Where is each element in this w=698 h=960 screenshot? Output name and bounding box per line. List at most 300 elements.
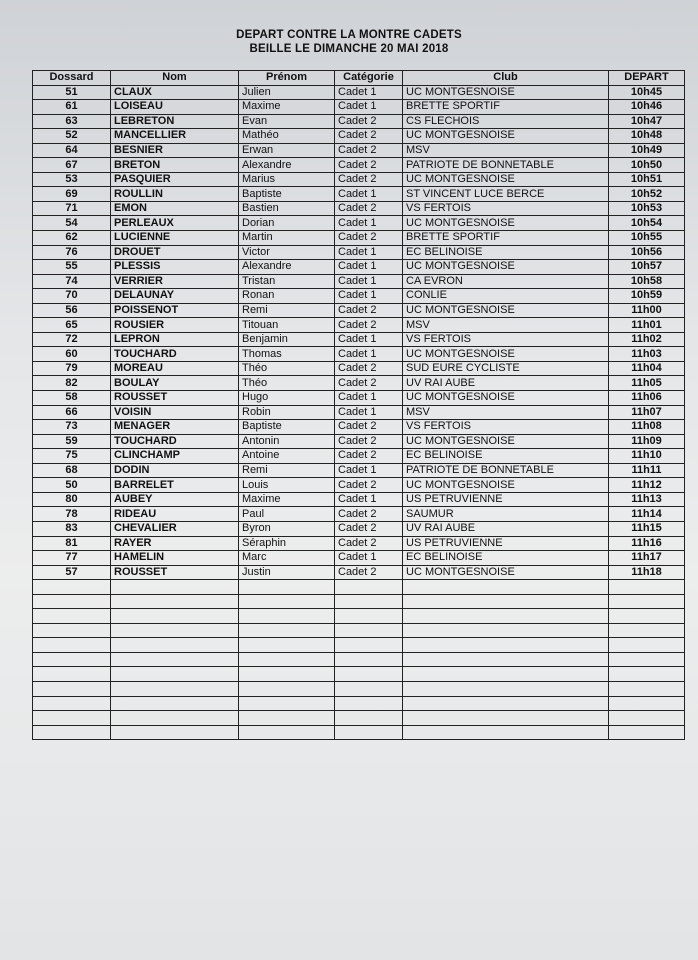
document-subtitle: BEILLE LE DIMANCHE 20 MAI 2018 xyxy=(249,43,449,55)
table-row xyxy=(33,420,685,435)
table-row xyxy=(33,274,685,289)
cell-dossard: 50 xyxy=(33,478,111,493)
cell-club: UC MONTGESNOISE xyxy=(403,347,609,362)
start-list-table xyxy=(32,70,685,740)
empty-cell xyxy=(33,580,111,595)
cell-prenom: Robin xyxy=(239,405,335,420)
cell-nom: CHEVALIER xyxy=(111,521,239,536)
cell-prenom: Marc xyxy=(239,551,335,566)
table-row xyxy=(33,245,685,260)
cell-prenom: Maxime xyxy=(239,492,335,507)
table-row xyxy=(33,391,685,406)
cell-depart: 10h56 xyxy=(609,245,685,260)
empty-cell xyxy=(609,638,685,653)
cell-categorie: Cadet 2 xyxy=(335,420,403,435)
cell-categorie: Cadet 2 xyxy=(335,231,403,246)
cell-depart: 10h58 xyxy=(609,274,685,289)
empty-table-row xyxy=(33,638,685,653)
cell-club: CONLIE xyxy=(403,289,609,304)
empty-table-row xyxy=(33,696,685,711)
empty-cell xyxy=(33,667,111,682)
cell-prenom: Bastien xyxy=(239,201,335,216)
cell-depart: 10h47 xyxy=(609,114,685,129)
cell-depart: 10h54 xyxy=(609,216,685,231)
cell-club: SAUMUR xyxy=(403,507,609,522)
cell-nom: ROULLIN xyxy=(111,187,239,202)
empty-table-row xyxy=(33,725,685,740)
cell-depart: 10h52 xyxy=(609,187,685,202)
cell-prenom: Théo xyxy=(239,361,335,376)
cell-club: UC MONTGESNOISE xyxy=(403,85,609,100)
cell-prenom: Remi xyxy=(239,463,335,478)
empty-cell xyxy=(239,725,335,740)
cell-dossard: 54 xyxy=(33,216,111,231)
cell-nom: PERLEAUX xyxy=(111,216,239,231)
cell-prenom: Antoine xyxy=(239,449,335,464)
cell-categorie: Cadet 1 xyxy=(335,405,403,420)
cell-depart: 11h08 xyxy=(609,420,685,435)
cell-club: EC BELINOISE xyxy=(403,245,609,260)
cell-dossard: 71 xyxy=(33,201,111,216)
cell-categorie: Cadet 1 xyxy=(335,216,403,231)
cell-categorie: Cadet 2 xyxy=(335,114,403,129)
cell-prenom: Baptiste xyxy=(239,420,335,435)
cell-categorie: Cadet 1 xyxy=(335,332,403,347)
cell-club: MSV xyxy=(403,405,609,420)
cell-prenom: Titouan xyxy=(239,318,335,333)
empty-cell xyxy=(609,623,685,638)
table-header-row xyxy=(33,71,685,86)
cell-dossard: 72 xyxy=(33,332,111,347)
cell-club: UC MONTGESNOISE xyxy=(403,478,609,493)
empty-cell xyxy=(609,652,685,667)
cell-club: VS FERTOIS xyxy=(403,332,609,347)
table-row xyxy=(33,318,685,333)
cell-categorie: Cadet 2 xyxy=(335,361,403,376)
cell-prenom: Hugo xyxy=(239,391,335,406)
cell-prenom: Thomas xyxy=(239,347,335,362)
cell-prenom: Marius xyxy=(239,172,335,187)
table-row xyxy=(33,507,685,522)
cell-dossard: 61 xyxy=(33,100,111,115)
cell-prenom: Antonin xyxy=(239,434,335,449)
cell-nom: VOISIN xyxy=(111,405,239,420)
cell-club: CS FLECHOIS xyxy=(403,114,609,129)
empty-cell xyxy=(111,623,239,638)
empty-cell xyxy=(111,580,239,595)
empty-cell xyxy=(239,652,335,667)
empty-cell xyxy=(33,623,111,638)
empty-cell xyxy=(239,594,335,609)
cell-prenom: Mathéo xyxy=(239,129,335,144)
empty-cell xyxy=(609,681,685,696)
empty-cell xyxy=(609,711,685,726)
cell-depart: 10h46 xyxy=(609,100,685,115)
empty-cell xyxy=(335,667,403,682)
cell-depart: 11h05 xyxy=(609,376,685,391)
cell-dossard: 66 xyxy=(33,405,111,420)
table-row xyxy=(33,376,685,391)
cell-club: MSV xyxy=(403,143,609,158)
empty-cell xyxy=(111,681,239,696)
col-header-depart: DEPART xyxy=(609,71,685,86)
cell-prenom: Alexandre xyxy=(239,260,335,275)
cell-prenom: Martin xyxy=(239,231,335,246)
col-header-prenom: Prénom xyxy=(239,71,335,86)
cell-prenom: Théo xyxy=(239,376,335,391)
empty-cell xyxy=(33,609,111,624)
document-title: DEPART CONTRE LA MONTRE CADETS xyxy=(236,29,462,41)
empty-cell xyxy=(335,652,403,667)
cell-categorie: Cadet 1 xyxy=(335,85,403,100)
cell-club: PATRIOTE DE BONNETABLE xyxy=(403,158,609,173)
table-row xyxy=(33,463,685,478)
empty-cell xyxy=(111,638,239,653)
empty-cell xyxy=(609,609,685,624)
cell-dossard: 83 xyxy=(33,521,111,536)
table-row xyxy=(33,172,685,187)
table-row xyxy=(33,347,685,362)
cell-dossard: 82 xyxy=(33,376,111,391)
cell-depart: 11h11 xyxy=(609,463,685,478)
empty-cell xyxy=(609,594,685,609)
cell-club: US PETRUVIENNE xyxy=(403,536,609,551)
cell-dossard: 75 xyxy=(33,449,111,464)
table-row xyxy=(33,405,685,420)
table-row xyxy=(33,143,685,158)
cell-depart: 11h16 xyxy=(609,536,685,551)
cell-dossard: 64 xyxy=(33,143,111,158)
table-row xyxy=(33,332,685,347)
cell-categorie: Cadet 2 xyxy=(335,478,403,493)
cell-nom: TOUCHARD xyxy=(111,434,239,449)
cell-categorie: Cadet 1 xyxy=(335,463,403,478)
table-row xyxy=(33,361,685,376)
cell-dossard: 55 xyxy=(33,260,111,275)
empty-cell xyxy=(239,638,335,653)
empty-cell xyxy=(111,652,239,667)
cell-club: UC MONTGESNOISE xyxy=(403,434,609,449)
cell-club: UC MONTGESNOISE xyxy=(403,216,609,231)
empty-cell xyxy=(33,652,111,667)
table-row xyxy=(33,187,685,202)
empty-cell xyxy=(111,609,239,624)
cell-nom: BARRELET xyxy=(111,478,239,493)
cell-dossard: 67 xyxy=(33,158,111,173)
cell-nom: VERRIER xyxy=(111,274,239,289)
cell-club: ST VINCENT LUCE BERCE xyxy=(403,187,609,202)
cell-nom: MOREAU xyxy=(111,361,239,376)
cell-depart: 11h18 xyxy=(609,565,685,580)
cell-nom: PLESSIS xyxy=(111,260,239,275)
cell-prenom: Dorian xyxy=(239,216,335,231)
cell-club: UV RAI AUBE xyxy=(403,521,609,536)
cell-nom: DROUET xyxy=(111,245,239,260)
empty-cell xyxy=(111,711,239,726)
cell-dossard: 69 xyxy=(33,187,111,202)
empty-cell xyxy=(111,667,239,682)
table-row xyxy=(33,492,685,507)
cell-prenom: Remi xyxy=(239,303,335,318)
empty-cell xyxy=(335,580,403,595)
empty-cell xyxy=(403,725,609,740)
cell-prenom: Maxime xyxy=(239,100,335,115)
cell-categorie: Cadet 1 xyxy=(335,260,403,275)
cell-categorie: Cadet 2 xyxy=(335,434,403,449)
table-row xyxy=(33,536,685,551)
cell-depart: 11h13 xyxy=(609,492,685,507)
empty-cell xyxy=(403,609,609,624)
empty-cell xyxy=(239,609,335,624)
empty-cell xyxy=(239,667,335,682)
empty-cell xyxy=(33,696,111,711)
cell-categorie: Cadet 2 xyxy=(335,507,403,522)
empty-cell xyxy=(111,725,239,740)
cell-categorie: Cadet 2 xyxy=(335,201,403,216)
cell-nom: MANCELLIER xyxy=(111,129,239,144)
empty-cell xyxy=(609,580,685,595)
table-row xyxy=(33,551,685,566)
cell-categorie: Cadet 2 xyxy=(335,158,403,173)
table-row xyxy=(33,129,685,144)
cell-dossard: 56 xyxy=(33,303,111,318)
empty-cell xyxy=(403,623,609,638)
empty-cell xyxy=(335,711,403,726)
cell-nom: BRETON xyxy=(111,158,239,173)
cell-nom: MENAGER xyxy=(111,420,239,435)
cell-categorie: Cadet 2 xyxy=(335,318,403,333)
empty-cell xyxy=(609,667,685,682)
empty-cell xyxy=(239,580,335,595)
empty-cell xyxy=(335,623,403,638)
cell-dossard: 79 xyxy=(33,361,111,376)
empty-cell xyxy=(335,609,403,624)
cell-nom: LUCIENNE xyxy=(111,231,239,246)
cell-club: UC MONTGESNOISE xyxy=(403,565,609,580)
cell-categorie: Cadet 1 xyxy=(335,391,403,406)
cell-prenom: Alexandre xyxy=(239,158,335,173)
cell-categorie: Cadet 1 xyxy=(335,187,403,202)
cell-dossard: 77 xyxy=(33,551,111,566)
cell-club: BRETTE SPORTIF xyxy=(403,231,609,246)
cell-club: MSV xyxy=(403,318,609,333)
cell-dossard: 73 xyxy=(33,420,111,435)
empty-cell xyxy=(33,594,111,609)
cell-nom: CLINCHAMP xyxy=(111,449,239,464)
cell-nom: DELAUNAY xyxy=(111,289,239,304)
empty-cell xyxy=(335,725,403,740)
cell-depart: 10h57 xyxy=(609,260,685,275)
cell-depart: 11h01 xyxy=(609,318,685,333)
cell-categorie: Cadet 1 xyxy=(335,347,403,362)
cell-prenom: Benjamin xyxy=(239,332,335,347)
cell-prenom: Julien xyxy=(239,85,335,100)
cell-dossard: 60 xyxy=(33,347,111,362)
empty-cell xyxy=(403,667,609,682)
cell-nom: RAYER xyxy=(111,536,239,551)
cell-depart: 10h49 xyxy=(609,143,685,158)
cell-dossard: 51 xyxy=(33,85,111,100)
table-row xyxy=(33,449,685,464)
cell-depart: 11h02 xyxy=(609,332,685,347)
cell-categorie: Cadet 1 xyxy=(335,100,403,115)
cell-depart: 10h51 xyxy=(609,172,685,187)
cell-dossard: 65 xyxy=(33,318,111,333)
empty-cell xyxy=(403,652,609,667)
cell-categorie: Cadet 1 xyxy=(335,245,403,260)
empty-table-row xyxy=(33,667,685,682)
cell-club: EC BELINOISE xyxy=(403,551,609,566)
empty-cell xyxy=(111,696,239,711)
cell-dossard: 59 xyxy=(33,434,111,449)
table-row xyxy=(33,158,685,173)
cell-dossard: 58 xyxy=(33,391,111,406)
empty-table-row xyxy=(33,711,685,726)
cell-nom: LEPRON xyxy=(111,332,239,347)
cell-prenom: Paul xyxy=(239,507,335,522)
empty-cell xyxy=(33,638,111,653)
empty-cell xyxy=(33,711,111,726)
cell-club: UC MONTGESNOISE xyxy=(403,303,609,318)
cell-dossard: 53 xyxy=(33,172,111,187)
cell-prenom: Tristan xyxy=(239,274,335,289)
cell-depart: 11h17 xyxy=(609,551,685,566)
cell-depart: 10h53 xyxy=(609,201,685,216)
cell-nom: BOULAY xyxy=(111,376,239,391)
empty-table-row xyxy=(33,580,685,595)
empty-table-row xyxy=(33,609,685,624)
table-row xyxy=(33,303,685,318)
cell-club: VS FERTOIS xyxy=(403,201,609,216)
table-row xyxy=(33,260,685,275)
empty-cell xyxy=(335,681,403,696)
cell-club: SUD EURE CYCLISTE xyxy=(403,361,609,376)
cell-dossard: 76 xyxy=(33,245,111,260)
empty-cell xyxy=(403,711,609,726)
cell-prenom: Séraphin xyxy=(239,536,335,551)
table-row xyxy=(33,231,685,246)
empty-cell xyxy=(609,696,685,711)
cell-club: US PETRUVIENNE xyxy=(403,492,609,507)
cell-club: EC BELINOISE xyxy=(403,449,609,464)
cell-nom: ROUSIER xyxy=(111,318,239,333)
empty-cell xyxy=(403,681,609,696)
cell-categorie: Cadet 2 xyxy=(335,449,403,464)
empty-cell xyxy=(335,696,403,711)
cell-nom: PASQUIER xyxy=(111,172,239,187)
cell-categorie: Cadet 1 xyxy=(335,274,403,289)
empty-cell xyxy=(33,725,111,740)
cell-categorie: Cadet 2 xyxy=(335,143,403,158)
table-row xyxy=(33,216,685,231)
cell-prenom: Ronan xyxy=(239,289,335,304)
cell-depart: 11h10 xyxy=(609,449,685,464)
cell-nom: BESNIER xyxy=(111,143,239,158)
empty-table-row xyxy=(33,623,685,638)
cell-depart: 10h48 xyxy=(609,129,685,144)
cell-dossard: 63 xyxy=(33,114,111,129)
cell-dossard: 57 xyxy=(33,565,111,580)
cell-club: VS FERTOIS xyxy=(403,420,609,435)
cell-depart: 11h00 xyxy=(609,303,685,318)
cell-club: PATRIOTE DE BONNETABLE xyxy=(403,463,609,478)
cell-dossard: 78 xyxy=(33,507,111,522)
cell-nom: DODIN xyxy=(111,463,239,478)
cell-depart: 11h07 xyxy=(609,405,685,420)
cell-depart: 11h04 xyxy=(609,361,685,376)
cell-dossard: 74 xyxy=(33,274,111,289)
cell-nom: CLAUX xyxy=(111,85,239,100)
cell-categorie: Cadet 1 xyxy=(335,289,403,304)
cell-dossard: 62 xyxy=(33,231,111,246)
cell-nom: POISSENOT xyxy=(111,303,239,318)
empty-cell xyxy=(403,638,609,653)
cell-dossard: 70 xyxy=(33,289,111,304)
table-row xyxy=(33,565,685,580)
col-header-nom: Nom xyxy=(111,71,239,86)
cell-prenom: Justin xyxy=(239,565,335,580)
table-row xyxy=(33,521,685,536)
empty-cell xyxy=(33,681,111,696)
table-row xyxy=(33,85,685,100)
cell-categorie: Cadet 2 xyxy=(335,172,403,187)
cell-club: UC MONTGESNOISE xyxy=(403,129,609,144)
empty-table-row xyxy=(33,652,685,667)
cell-prenom: Evan xyxy=(239,114,335,129)
cell-categorie: Cadet 2 xyxy=(335,376,403,391)
cell-prenom: Byron xyxy=(239,521,335,536)
empty-table-row xyxy=(33,681,685,696)
cell-dossard: 81 xyxy=(33,536,111,551)
cell-depart: 10h59 xyxy=(609,289,685,304)
cell-depart: 10h55 xyxy=(609,231,685,246)
table-row xyxy=(33,434,685,449)
cell-dossard: 52 xyxy=(33,129,111,144)
empty-cell xyxy=(239,681,335,696)
table-row xyxy=(33,289,685,304)
cell-depart: 11h09 xyxy=(609,434,685,449)
cell-club: UC MONTGESNOISE xyxy=(403,391,609,406)
cell-depart: 10h45 xyxy=(609,85,685,100)
empty-cell xyxy=(239,711,335,726)
empty-cell xyxy=(335,638,403,653)
cell-dossard: 68 xyxy=(33,463,111,478)
cell-categorie: Cadet 1 xyxy=(335,492,403,507)
cell-categorie: Cadet 2 xyxy=(335,536,403,551)
cell-nom: LEBRETON xyxy=(111,114,239,129)
cell-categorie: Cadet 2 xyxy=(335,521,403,536)
cell-prenom: Baptiste xyxy=(239,187,335,202)
col-header-categorie: Catégorie xyxy=(335,71,403,86)
cell-club: CA EVRON xyxy=(403,274,609,289)
cell-depart: 11h06 xyxy=(609,391,685,406)
empty-cell xyxy=(403,594,609,609)
cell-categorie: Cadet 2 xyxy=(335,303,403,318)
cell-nom: ROUSSET xyxy=(111,565,239,580)
empty-cell xyxy=(403,580,609,595)
table-row xyxy=(33,478,685,493)
table-row xyxy=(33,201,685,216)
cell-depart: 11h12 xyxy=(609,478,685,493)
cell-depart: 11h15 xyxy=(609,521,685,536)
empty-table-row xyxy=(33,594,685,609)
empty-cell xyxy=(335,594,403,609)
cell-prenom: Victor xyxy=(239,245,335,260)
cell-depart: 11h03 xyxy=(609,347,685,362)
cell-nom: LOISEAU xyxy=(111,100,239,115)
cell-categorie: Cadet 2 xyxy=(335,565,403,580)
cell-prenom: Louis xyxy=(239,478,335,493)
